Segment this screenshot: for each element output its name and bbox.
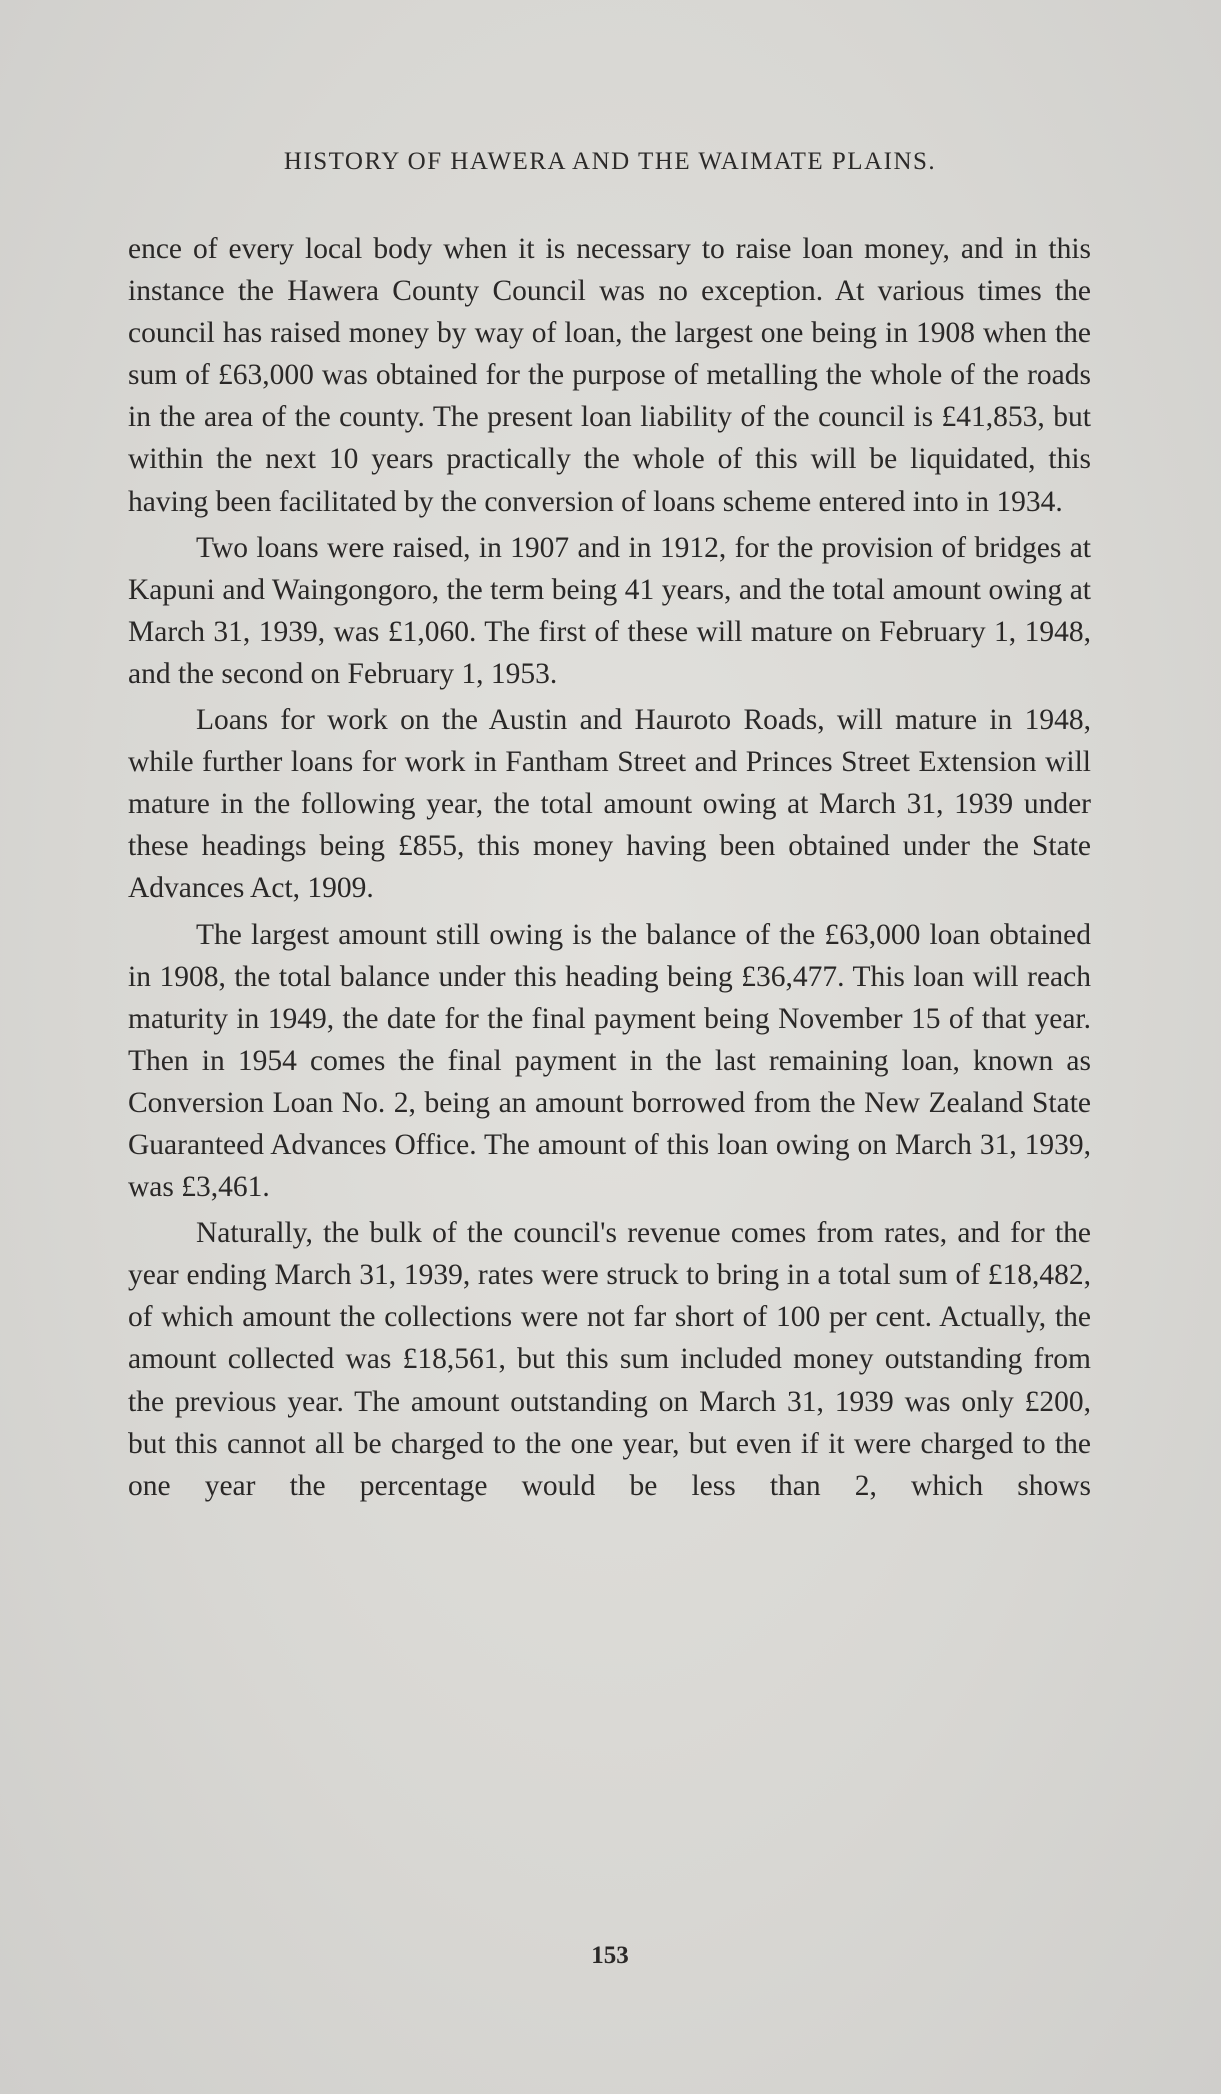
body-text (128, 228, 1091, 1511)
paragraph-loan-liability: ence of every local body when it is necessary to raise loan money, and in this instance the Hawera County Council was no exception. At various times the council has raised money by way of loan, the largest one being in 1908 when the sum of £63,000 was obtained for the purpose of metalling the whole of the roads in the area of the county. The present loan liability of the council is £41,853, but within the next 10 years practically the whole of this will be liquidated, this having been facilitated by the conversion of loans scheme entered into in 1934. (128, 233, 1091, 518)
page-number: 153 (591, 1942, 629, 1969)
paragraph-bridge-loans: Two loans were raised, in 1907 and in 1912, for the provision of bridges at Kapuni and Waingongoro, the term being 41 years, and the total amount owing at March 31, 1939, was £1,060. The first of these will mature on February 1, 1948, and the second on February 1, 1953. (128, 531, 1091, 690)
running-head-title: HISTORY OF HAWERA AND THE WAIMATE PLAINS. (283, 148, 937, 175)
paragraph-largest-loan: The largest amount still owing is the balance of the £63,000 loan obtained in 1908, the total balance under this heading being £36,477. This loan will reach maturity in 1949, the date for the final payment being November 15 of that year. Then in 1954 comes the final payment in the last remaining loan, known as Conversion Loan No. 2, being an amount borrowed from the New Zealand State Guaranteed Advances Office. The amount of this loan owing on March 31, 1939, was £3,461. (128, 918, 1091, 1204)
paragraph-road-loans: Loans for work on the Austin and Hauroto Roads, will mature in 1948, while further loans for work in Fantham Street and Princes Street Extension will mature in the following year, the total amount owing at March 31, 1939 under these headings being £855, this money having been obtained under the State Advances Act, 1909. (128, 704, 1091, 905)
paragraph-rates-revenue: Naturally, the bulk of the council's revenue comes from rates, and for the year ending March 31, 1939, rates were struck to bring in a total sum of £18,482, of which amount the collections were not far short of 100 per cent. Actually, the amount collected was £18,561, but this sum included money outstanding from the previous year. The amount outstanding on March 31, 1939 was only £200, but this cannot all be charged to the one year, but even if it were charged to the one year the percentage would be less than 2, which shows (128, 1217, 1091, 1502)
